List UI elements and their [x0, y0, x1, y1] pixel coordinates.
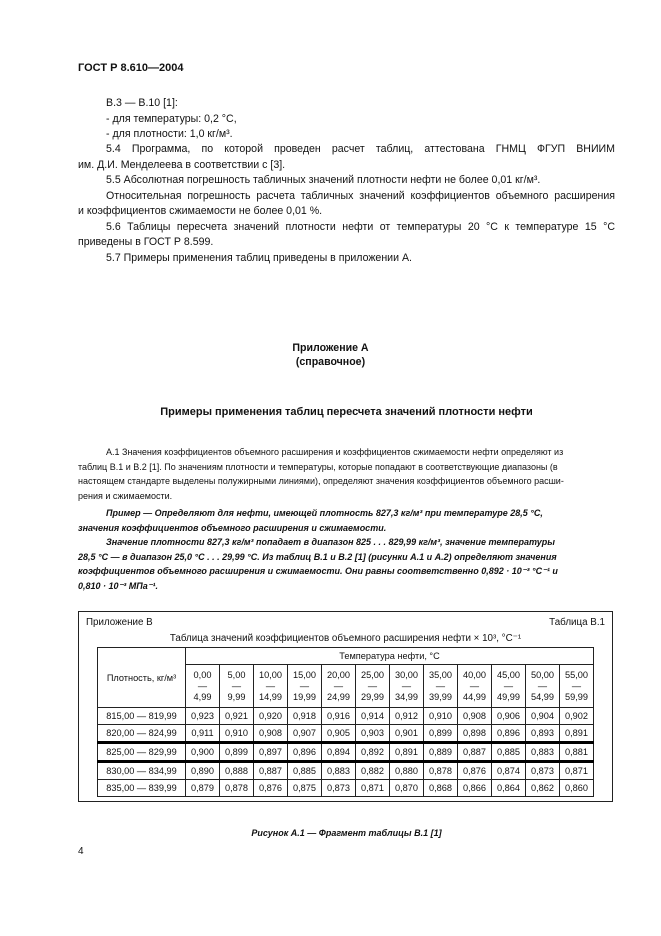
temp-range-to: 54,99	[531, 691, 554, 702]
value-cell: 0,882	[356, 762, 390, 780]
value-cell: 0,879	[186, 780, 220, 797]
table-row	[98, 725, 594, 743]
range-dash: —	[333, 680, 344, 691]
para-5-5: 5.5 Абсолютная погрешность табличных значений плотности нефти не более 0,01 кг/м³.	[106, 174, 541, 186]
temp-range-cell	[424, 665, 458, 708]
temp-range-cell	[560, 665, 594, 708]
value-cell: 0,864	[492, 780, 526, 797]
value-cell: 0,904	[526, 708, 560, 725]
value-cell: 0,878	[220, 780, 254, 797]
table-row	[98, 708, 594, 725]
para-5-4: 5.4 Программа, по которой проведен расчет таблиц, аттестована ГНМЦ ФГУП ВНИИМ	[106, 143, 615, 155]
value-cell: 0,887	[254, 762, 288, 780]
value-cell: 0,866	[458, 780, 492, 797]
value-cell: 0,883	[526, 743, 560, 762]
temp-range-from: 50,00	[531, 669, 554, 680]
temp-range-from: 30,00	[395, 669, 418, 680]
value-cell: 0,916	[322, 708, 356, 725]
value-cell: 0,907	[288, 725, 322, 743]
temp-range-from: 5,00	[227, 669, 246, 680]
para-5-6: 5.6 Таблицы пересчета значений плотности нефти от температуры 20 °С к температуре 15 °С	[106, 220, 615, 233]
value-cell: 0,890	[186, 762, 220, 780]
para-b-line1: В.3 — В.10 [1]:	[106, 97, 178, 109]
temp-header: Температура нефти, °С	[186, 648, 594, 665]
temp-range-to: 59,99	[565, 691, 588, 702]
appendix-type: (справочное)	[295, 356, 366, 368]
example-line6: 0,810 · 10⁻³ МПа⁻¹.	[78, 580, 159, 591]
density-range-cell: 815,00 — 819,99	[98, 708, 186, 725]
temp-range-to: 14,99	[259, 691, 282, 702]
temp-range-to: 29,99	[361, 691, 384, 702]
temp-range-cell	[220, 665, 254, 708]
range-dash: —	[265, 680, 276, 691]
temp-range-from: 15,00	[293, 669, 316, 680]
density-range-cell: 830,00 — 834,99	[98, 762, 186, 780]
value-cell: 0,887	[458, 743, 492, 762]
body-paragraphs	[78, 142, 615, 266]
value-cell: 0,903	[356, 725, 390, 743]
value-cell: 0,911	[186, 725, 220, 743]
value-cell: 0,876	[458, 762, 492, 780]
temp-range-from: 55,00	[565, 669, 588, 680]
value-cell: 0,897	[254, 743, 288, 762]
value-cell: 0,871	[356, 780, 390, 797]
example-line2: значения коэффициентов объемного расширения и сжимаемости.	[78, 522, 387, 533]
coefficient-table	[97, 647, 594, 797]
range-dash: —	[299, 680, 310, 691]
value-cell: 0,891	[390, 743, 424, 762]
temp-range-cell	[458, 665, 492, 708]
value-cell: 0,910	[424, 708, 458, 725]
para-a1-line1: А.1 Значения коэффициентов объемного расширения и коэффициентов сжимаемости нефти определяют из	[106, 447, 564, 457]
para-b-list	[106, 96, 237, 143]
example-block	[78, 506, 615, 593]
temp-range-to: 39,99	[429, 691, 452, 702]
temp-range-to: 49,99	[497, 691, 520, 702]
value-cell: 0,893	[526, 725, 560, 743]
example-line1: Пример — Определяют для нефти, имеющей плотность 827,3 кг/м³ при температуре 28,5 °С,	[106, 508, 543, 518]
para-5-6-cont: приведены в ГОСТ Р 8.599.	[78, 236, 214, 248]
para-a1-line2: таблиц В.1 и В.2 [1]. По значениям плотности и температуры, которые попадают в соответствующие диапазоны (в	[78, 461, 558, 472]
figure-left-label: Приложение В	[86, 617, 153, 628]
temp-range-cell	[492, 665, 526, 708]
para-a1-line4: рения и сжимаемости.	[78, 490, 173, 501]
example-line3: Значение плотности 827,3 кг/м³ попадает в диапазон 825 . . . 829,99 кг/м³, значение температуры	[106, 537, 555, 547]
value-cell: 0,874	[492, 762, 526, 780]
range-dash: —	[435, 680, 446, 691]
para-b-line3: - для плотности: 1,0 кг/м³.	[106, 128, 233, 140]
range-dash: —	[367, 680, 378, 691]
temp-range-cell	[288, 665, 322, 708]
table-row	[98, 780, 594, 797]
value-cell: 0,902	[560, 708, 594, 725]
density-header: Плотность, кг/м³	[98, 648, 186, 708]
temp-range-from: 0,00	[193, 669, 212, 680]
para-5-5b-cont: и коэффициентов сжимаемости не более 0,01 %.	[78, 205, 323, 217]
value-cell: 0,885	[492, 743, 526, 762]
value-cell: 0,910	[220, 725, 254, 743]
value-cell: 0,896	[288, 743, 322, 762]
value-cell: 0,914	[356, 708, 390, 725]
value-cell: 0,898	[458, 725, 492, 743]
appendix-title: Приложение А	[292, 342, 369, 354]
value-cell: 0,871	[560, 762, 594, 780]
figure-table-caption: Таблица значений коэффициентов объемного расширения нефти × 10³, °С⁻¹	[169, 633, 522, 644]
value-cell: 0,901	[390, 725, 424, 743]
temp-range-cell	[526, 665, 560, 708]
value-cell: 0,892	[356, 743, 390, 762]
table-header-row	[98, 648, 594, 665]
value-cell: 0,921	[220, 708, 254, 725]
value-cell: 0,889	[424, 743, 458, 762]
density-range-cell: 820,00 — 824,99	[98, 725, 186, 743]
value-cell: 0,876	[254, 780, 288, 797]
value-cell: 0,912	[390, 708, 424, 725]
temp-range-from: 25,00	[361, 669, 384, 680]
value-cell: 0,918	[288, 708, 322, 725]
density-range-cell: 825,00 — 829,99	[98, 743, 186, 762]
range-dash: —	[537, 680, 548, 691]
value-cell: 0,870	[390, 780, 424, 797]
range-dash: —	[231, 680, 242, 691]
temp-range-from: 10,00	[259, 669, 282, 680]
range-dash: —	[571, 680, 582, 691]
value-cell: 0,888	[220, 762, 254, 780]
para-5-7: 5.7 Примеры применения таблиц приведены в приложении А.	[106, 251, 412, 264]
value-cell: 0,908	[254, 725, 288, 743]
figure-caption: Рисунок А.1 — Фрагмент таблицы В.1 [1]	[251, 828, 442, 838]
temp-range-cell	[186, 665, 220, 708]
para-a1	[78, 445, 615, 503]
document-header: ГОСТ Р 8.610—2004	[78, 62, 184, 74]
section-title: Примеры применения таблиц пересчета значений плотности нефти	[160, 406, 533, 418]
value-cell: 0,896	[492, 725, 526, 743]
temp-range-to: 9,99	[227, 691, 246, 702]
temp-range-from: 40,00	[463, 669, 486, 680]
value-cell: 0,920	[254, 708, 288, 725]
page-number: 4	[78, 846, 84, 857]
example-line5: коэффициентов объемного расширения и сжимаемости. Они равны соответственно 0,892 · 10⁻³ °С⁻¹ и	[78, 566, 558, 576]
example-line4: 28,5 °С — в диапазон 25,0 °С . . . 29,99 °С. Из таблиц В.1 и В.2 [1] (рисунки А.1 и А.2) определяют значения	[78, 551, 557, 562]
value-cell: 0,908	[458, 708, 492, 725]
temp-range-cell	[390, 665, 424, 708]
value-cell: 0,899	[424, 725, 458, 743]
temp-range-to: 44,99	[463, 691, 486, 702]
temp-range-to: 34,99	[395, 691, 418, 702]
density-range-cell: 835,00 — 839,99	[98, 780, 186, 797]
value-cell: 0,878	[424, 762, 458, 780]
figure-right-label: Таблица В.1	[549, 617, 605, 628]
value-cell: 0,923	[186, 708, 220, 725]
value-cell: 0,862	[526, 780, 560, 797]
range-dash: —	[469, 680, 480, 691]
value-cell: 0,885	[288, 762, 322, 780]
table-row	[98, 762, 594, 780]
temp-range-to: 19,99	[293, 691, 316, 702]
value-cell: 0,875	[288, 780, 322, 797]
value-cell: 0,894	[322, 743, 356, 762]
range-dash: —	[197, 680, 208, 691]
figure-frame	[78, 611, 613, 802]
table-row	[98, 743, 594, 762]
temp-range-cell	[254, 665, 288, 708]
temp-range-to: 24,99	[327, 691, 350, 702]
para-5-4-cont: им. Д.И. Менделеева в соответствии с [3].	[78, 158, 286, 171]
para-a1-line3: настоящем стандарте выделены полужирными линиями), определяют значения коэффициентов объемного расши-	[78, 476, 564, 486]
temp-range-from: 20,00	[327, 669, 350, 680]
value-cell: 0,899	[220, 743, 254, 762]
value-cell: 0,906	[492, 708, 526, 725]
value-cell: 0,881	[560, 743, 594, 762]
value-cell: 0,900	[186, 743, 220, 762]
value-cell: 0,860	[560, 780, 594, 797]
temp-range-to: 4,99	[193, 691, 212, 702]
value-cell: 0,905	[322, 725, 356, 743]
para-b-line2: - для температуры: 0,2 °С,	[106, 112, 237, 125]
value-cell: 0,880	[390, 762, 424, 780]
value-cell: 0,891	[560, 725, 594, 743]
range-dash: —	[401, 680, 412, 691]
value-cell: 0,873	[322, 780, 356, 797]
value-cell: 0,873	[526, 762, 560, 780]
temp-range-cell	[356, 665, 390, 708]
para-5-5b: Относительная погрешность расчета табличных значений коэффициентов объемного расширения	[106, 189, 615, 202]
value-cell: 0,883	[322, 762, 356, 780]
value-cell: 0,868	[424, 780, 458, 797]
temp-range-from: 35,00	[429, 669, 452, 680]
temp-range-cell	[322, 665, 356, 708]
temp-range-from: 45,00	[497, 669, 520, 680]
range-dash: —	[503, 680, 514, 691]
